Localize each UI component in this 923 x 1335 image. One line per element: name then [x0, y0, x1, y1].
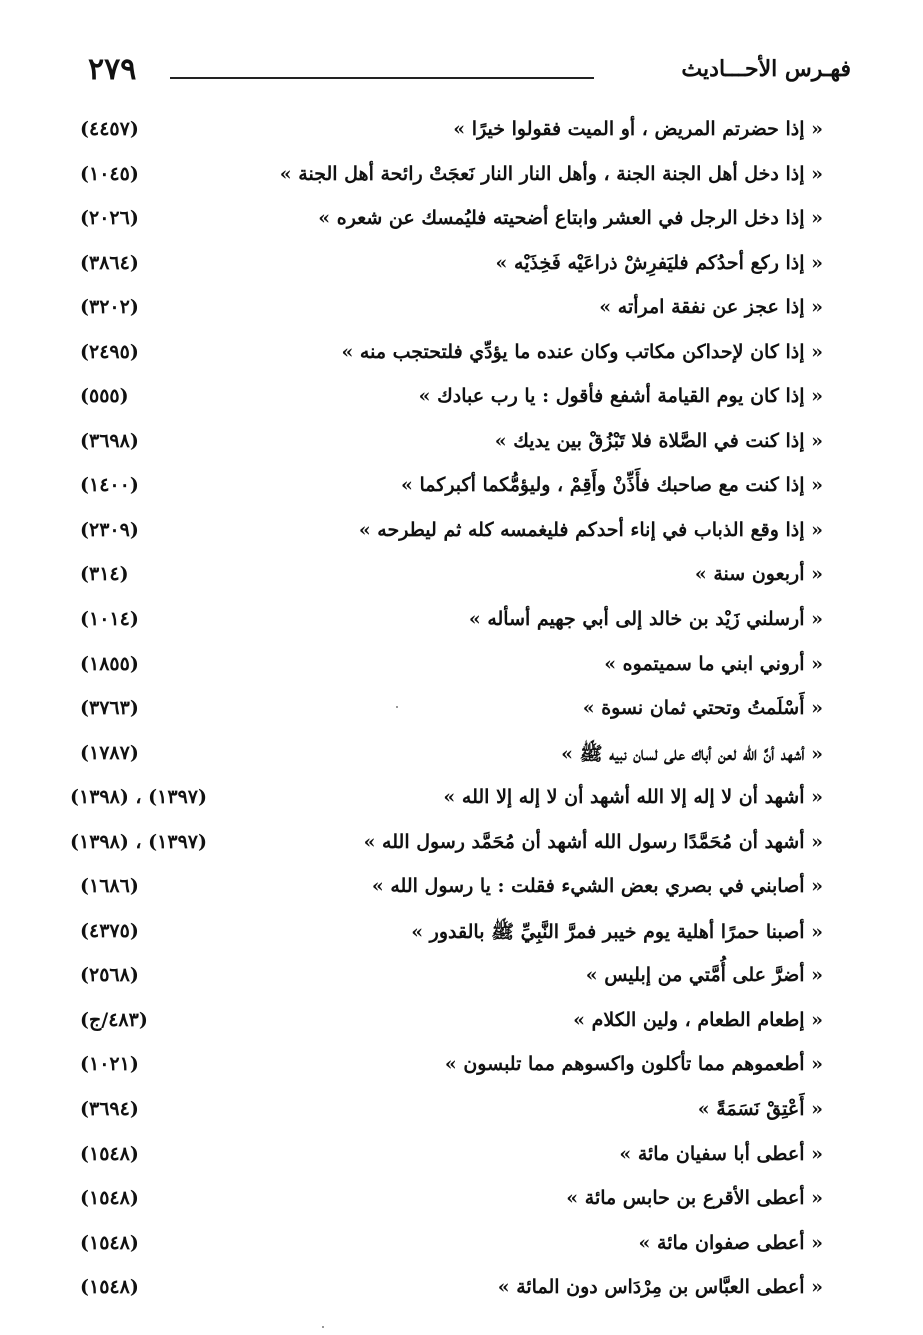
- index-entry: [0, 1005, 923, 1050]
- index-entry: [0, 738, 923, 783]
- index-entry: [0, 426, 923, 471]
- hadith-reference-number: (١٥٤٨): [80, 1187, 139, 1210]
- hadith-text: « أصابني في بصري بعض الشيء فقلت : يا رسول الله »: [371, 875, 823, 898]
- hadith-reference-number: (١٤٠٠): [80, 474, 139, 497]
- index-entry: [0, 916, 923, 961]
- index-entry: [0, 871, 923, 916]
- index-entry: [0, 203, 923, 248]
- hadith-reference-number: (١٥٤٨): [80, 1231, 139, 1254]
- hadith-reference-number: (٣١٤): [80, 563, 129, 586]
- hadith-text: « إذا حضرتم المريض ، أو الميت فقولوا خيرًا »: [453, 118, 823, 140]
- scan-speck: [322, 1326, 324, 1328]
- hadith-index-list: [0, 114, 923, 1317]
- hadith-reference-number: (١٠١٤): [80, 608, 139, 631]
- hadith-reference-number: (١٥٤٨): [80, 1276, 139, 1299]
- hadith-text: « أعطى أبا سفيان مائة »: [619, 1142, 823, 1165]
- hadith-reference-number: (٢٣٠٩): [80, 518, 139, 541]
- hadith-text: « إطعام الطعام ، ولين الكلام »: [573, 1008, 823, 1031]
- hadith-reference-number: (٤٨٣/ج): [80, 1008, 148, 1031]
- index-entry: [0, 782, 923, 827]
- hadith-reference-number: (٣٦٩٤): [80, 1098, 139, 1121]
- hadith-reference-number: (٥٥٥): [80, 385, 129, 408]
- index-entry: [0, 515, 923, 560]
- hadith-text: « إذا كنت مع صاحبك فأَذِّنْ وأَقِمْ ، وليؤمُّكما أكبركما »: [401, 474, 823, 497]
- hadith-reference-number: (١٦٨٦): [80, 875, 139, 898]
- hadith-text: « أشهد أن لا إله إلا الله أشهد أن لا إله إلا الله »: [443, 786, 823, 809]
- hadith-text: « أضرَّ على أُمَّتي من إبليس »: [585, 964, 823, 987]
- header-rule: [170, 77, 594, 79]
- hadith-reference-number: (٤٤٥٧): [80, 118, 139, 140]
- hadith-text: « إذا ركع أحدُكم فليَفرِشْ ذراعَيْه فَخِذَيْه »: [495, 251, 823, 274]
- hadith-reference-number: (٢٥٦٨): [80, 964, 139, 987]
- hadith-text: « إذا كان يوم القيامة أشفع فأقول : يا رب عبادك »: [418, 385, 823, 408]
- hadith-text: « أطعموهم مما تأكلون واكسوهم مما تلبسون »: [444, 1053, 823, 1076]
- page-title: فهـرس الأحـــاديث: [681, 56, 851, 82]
- hadith-text: « إذا دخل الرجل في العشر وابتاع أضحيته فليُمسك عن شعره »: [318, 207, 823, 230]
- index-entry: [0, 649, 923, 694]
- index-entry: [0, 292, 923, 337]
- index-entry: [0, 159, 923, 204]
- hadith-reference-number: (٢٤٩٥): [80, 340, 139, 363]
- index-entry: [0, 248, 923, 293]
- index-entry: [0, 381, 923, 426]
- hadith-reference-number: (١٨٥٥): [80, 652, 139, 675]
- index-entry: [0, 1228, 923, 1273]
- index-entry: [0, 1049, 923, 1094]
- hadith-text: « أصبنا حمرًا أهلية يوم خيبر فمرَّ النَّبِيِّ ﷺ بالقدور »: [411, 920, 823, 943]
- index-entry: [0, 960, 923, 1005]
- hadith-text: « أشهد أنَّ الله لعن أباك على لسان نبيه ﷺ »: [561, 742, 823, 765]
- index-entry: [0, 1139, 923, 1184]
- hadith-text: « أرسلني زَيْد بن خالد إلى أبي جهيم أسأله »: [468, 608, 823, 631]
- hadith-text: « أعطى صفوان مائة »: [638, 1231, 823, 1254]
- index-entry: [0, 559, 923, 604]
- hadith-reference-number: (٣٢٠٢): [80, 296, 139, 319]
- hadith-reference-number: (٢٠٢٦): [80, 207, 139, 230]
- index-entry: [0, 693, 923, 738]
- index-entry: [0, 1183, 923, 1228]
- hadith-text: « إذا كنت في الصَّلاة فلا تَبْزُقْ بين يديك »: [494, 429, 823, 452]
- index-entry: [0, 1094, 923, 1139]
- hadith-text: « أَعْتِقْ نَسَمَةً »: [697, 1098, 823, 1121]
- hadith-reference-number: (١٣٩٧) ، (١٣٩٨): [70, 786, 207, 809]
- page-header: [0, 0, 923, 100]
- hadith-text: « أَسْلَمتُ وتحتي ثمان نسوة »: [582, 697, 823, 720]
- hadith-reference-number: (١٧٨٧): [80, 741, 139, 764]
- hadith-reference-number: (٣٨٦٤): [80, 251, 139, 274]
- page-number: ٢٧٩: [88, 52, 137, 87]
- hadith-text: « أشهد أن مُحَمَّدًا رسول الله أشهد أن مُحَمَّد رسول الله »: [363, 830, 823, 853]
- hadith-text: « أعطى العبَّاس بن مِرْدَاس دون المائة »: [497, 1276, 823, 1299]
- hadith-reference-number: (٣٦٩٨): [80, 429, 139, 452]
- hadith-text: « إذا كان لإحداكن مكاتب وكان عنده ما يؤدِّي فلتحتجب منه »: [341, 340, 823, 363]
- hadith-text: « أعطى الأقرع بن حابس مائة »: [566, 1187, 823, 1210]
- hadith-text: « أروني ابني ما سميتموه »: [604, 652, 823, 675]
- hadith-reference-number: (٤٣٧٥): [80, 919, 139, 942]
- index-entry: [0, 470, 923, 515]
- hadith-text: « أربعون سنة »: [694, 563, 823, 586]
- hadith-reference-number: (٣٧٦٣): [80, 697, 139, 720]
- index-entry: [0, 827, 923, 872]
- hadith-reference-number: (١٠٢١): [80, 1053, 139, 1076]
- index-entry: [0, 337, 923, 382]
- index-entry: [0, 114, 923, 159]
- hadith-reference-number: (١٠٤٥): [80, 162, 139, 185]
- scan-speck: [396, 706, 398, 708]
- hadith-text: « إذا عجز عن نفقة امرأته »: [599, 296, 823, 319]
- hadith-reference-number: (١٣٩٧) ، (١٣٩٨): [70, 830, 207, 853]
- hadith-text: « إذا دخل أهل الجنة الجنة ، وأهل النار النار نَعجَتْ رائحة أهل الجنة »: [279, 162, 823, 185]
- hadith-reference-number: (١٥٤٨): [80, 1142, 139, 1165]
- hadith-text: « إذا وقع الذباب في إناء أحدكم فليغمسه كله ثم ليطرحه »: [358, 518, 823, 541]
- index-entry: [0, 1272, 923, 1317]
- index-entry: [0, 604, 923, 649]
